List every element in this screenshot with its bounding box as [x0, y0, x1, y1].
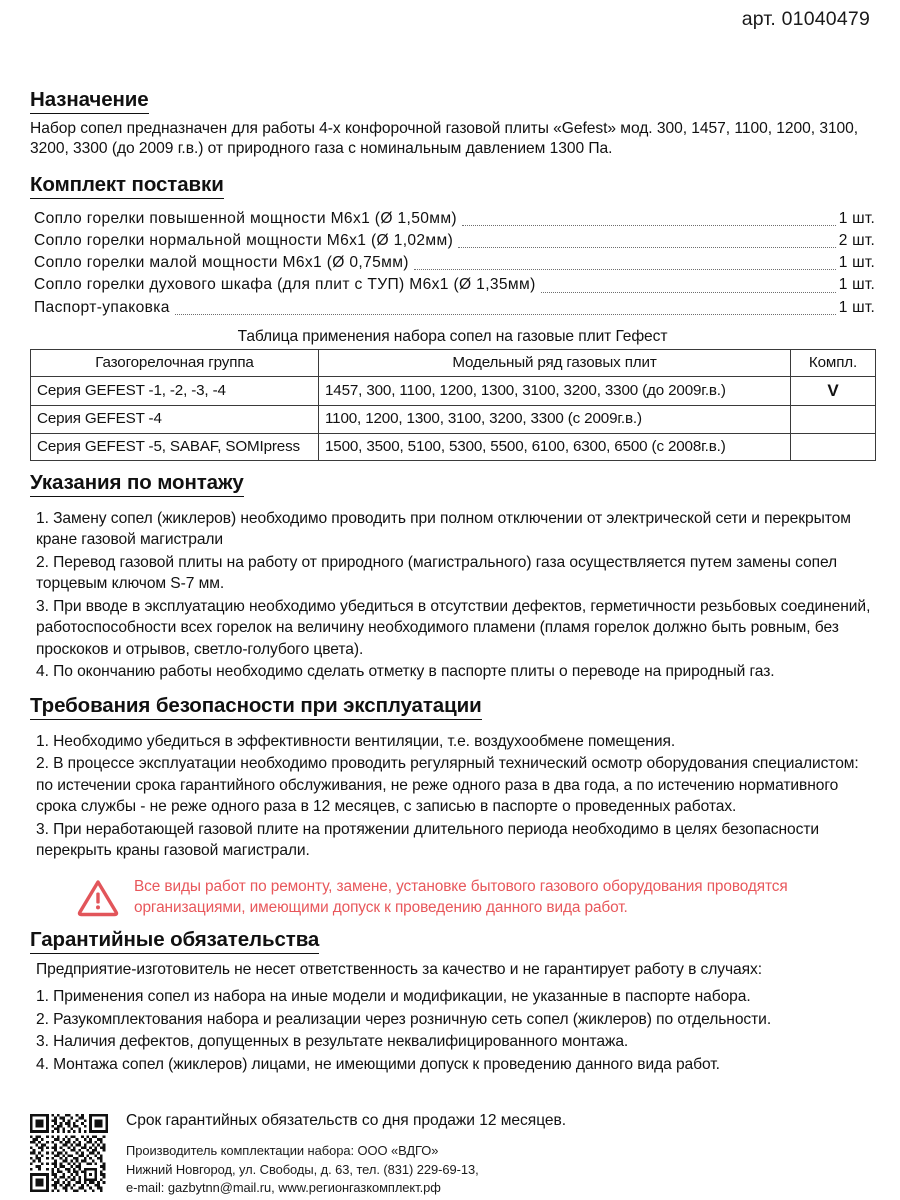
safety-warning-banner: [30, 876, 875, 919]
install-list: [30, 508, 875, 683]
column-header-models: Модельный ряд газовых плит: [319, 349, 791, 376]
cell-kit-mark: V: [791, 377, 876, 406]
list-item: 1. Необходимо убедиться в эффективности вентиляции, т.е. воздухообмене помещения.: [36, 732, 676, 750]
list-item: 3. При вводе в эксплуатацию необходимо убедиться в отсутствии дефектов, герметичности резьбовых соединений, работоспособности всех горелок на величину необходимого пламени (пламя горелок должно быть ровным, без проскоков и отрывов, светло-голубого цвета).: [36, 597, 871, 658]
kit-item-name: Сопло горелки нормальной мощности М6х1 (Ø 1,02мм): [34, 232, 454, 250]
list-item: [30, 252, 875, 274]
cell-group: Серия GEFEST -4: [31, 406, 319, 433]
cell-models: 1100, 1200, 1300, 3100, 3200, 3300 (с 2009г.в.): [319, 406, 791, 433]
kit-item-name: Сопло горелки духового шкафа (для плит с ТУП) М6х1 (Ø 1,35мм): [34, 276, 536, 294]
footer-text-block: [126, 1110, 875, 1198]
list-item: 2. В процессе эксплуатации необходимо проводить регулярный технический осмотр оборудования специалистом: по истечении срока гарантийного обслуживания, не реже одного раза в два года, а по истечению нормативного срока службы - не реже одного раза в 12 месяцев, с записью в паспорте о проведенных работах.: [36, 755, 859, 816]
qr-code-icon: [30, 1114, 108, 1192]
table-header-row: [31, 349, 876, 376]
document-footer: [30, 1110, 875, 1198]
spacer: [30, 159, 875, 173]
warranty-section: [30, 928, 875, 959]
kit-item-qty: 1 шт.: [838, 254, 875, 272]
kit-heading: Комплект поставки: [30, 173, 224, 199]
kit-item-qty: 1 шт.: [838, 276, 875, 294]
list-item: 3. Наличия дефектов, допущенных в результате неквалифицированного монтажа.: [36, 1033, 629, 1051]
dot-leader: [458, 246, 836, 248]
list-item: [30, 208, 875, 230]
list-item: 1. Замену сопел (жиклеров) необходимо проводить при полном отключении от электрической сети и перекрытом кране газовой магистрали: [36, 509, 851, 549]
safety-heading: Требования безопасности при эксплуатации: [30, 694, 482, 720]
purpose-text: Набор сопел предназначен для работы 4-х конфорочной газовой плиты «Gefest» мод. 300, 1457, 1100, 1200, 3100, 3200, 3300 (до 2009 г.в.) от природного газа с номинальным давлением 1300 Па.: [30, 119, 859, 158]
install-section: [30, 471, 875, 502]
spacer: [30, 918, 875, 928]
warning-triangle-icon: [76, 877, 120, 917]
footer-row: [30, 1110, 875, 1198]
safety-section: [30, 694, 875, 725]
purpose-heading: Назначение: [30, 88, 149, 114]
table-row: [31, 406, 876, 433]
kit-section: [30, 173, 875, 204]
table-row: [31, 377, 876, 406]
safety-warning-text: Все виды работ по ремонту, замене, установке бытового газового оборудования проводятся организациями, имеющими допуск к проведению данного вида работ.: [134, 877, 788, 916]
spacer: [30, 684, 875, 694]
kit-list: [30, 208, 875, 319]
list-item: 3. При неработающей газовой плите на протяжении длительного периода необходимо в целях безопасности перекрыть краны газовой магистрали.: [36, 820, 820, 860]
table-caption: Таблица применения набора сопел на газовые плит Гефест: [237, 327, 668, 345]
kit-item-name: Сопло горелки малой мощности М6х1 (Ø 0,75мм): [34, 254, 409, 272]
dot-leader: [541, 291, 836, 293]
cell-group: Серия GEFEST -5, SABAF, SOMIpress: [31, 433, 319, 460]
list-item: [30, 297, 875, 319]
kit-item-qty: 1 шт.: [838, 210, 875, 228]
list-item: 1. Применения сопел из набора на иные модели и модификации, не указанные в паспорте набора.: [36, 988, 751, 1006]
kit-item-qty: 2 шт.: [838, 232, 875, 250]
list-item: 2. Разукомплектования набора и реализации через розничную сеть сопел (жиклеров) по отдельности.: [36, 1010, 772, 1028]
kit-item-name: Паспорт-упаковка: [34, 298, 170, 316]
article-number: арт. 01040479: [741, 8, 870, 30]
maker-line: Производитель комплектации набора: ООО «ВДГО»: [126, 1143, 439, 1158]
application-table: [30, 349, 876, 461]
list-item: 2. Перевод газовой плиты на работу от природного (магистрального) газа осуществляется путем замены сопел торцевым ключом S-7 мм.: [36, 553, 838, 593]
maker-address-line: Нижний Новгород, ул. Свободы, д. 63, тел. (831) 229-69-13,: [126, 1161, 479, 1177]
list-item: [30, 274, 875, 296]
cell-group: Серия GEFEST -1, -2, -3, -4: [31, 377, 319, 406]
table-row: [31, 433, 876, 460]
list-item: [30, 230, 875, 252]
kit-item-qty: 1 шт.: [838, 298, 875, 316]
warranty-list: [30, 986, 875, 1075]
warranty-term: Срок гарантийных обязательств со дня продажи 12 месяцев.: [126, 1112, 567, 1129]
maker-contact-line: e-mail: gazbytnn@mail.ru, www.регионгазкомплект.рф: [126, 1180, 441, 1196]
document-content: [30, 88, 875, 1076]
dot-leader: [462, 224, 836, 226]
cell-kit-mark: [791, 406, 876, 433]
warranty-heading: Гарантийные обязательства: [30, 928, 319, 954]
list-item: 4. Монтажа сопел (жиклеров) лицами, не имеющими допуск к проведению данного вида работ.: [36, 1055, 720, 1073]
install-heading: Указания по монтажу: [30, 471, 244, 497]
list-item: 4. По окончанию работы необходимо сделать отметку в паспорте плиты о переводе на природный газ.: [36, 663, 775, 681]
safety-list: [30, 731, 875, 862]
warranty-intro: Предприятие-изготовитель не несет ответственность за качество и не гарантирует работу в случаях:: [36, 960, 762, 978]
dot-leader: [414, 268, 836, 270]
kit-item-name: Сопло горелки повышенной мощности М6х1 (Ø 1,50мм): [34, 210, 457, 228]
spacer: [30, 461, 875, 471]
cell-models: 1500, 3500, 5100, 5300, 5500, 6100, 6300, 6500 (с 2008г.в.): [319, 433, 791, 460]
cell-models: 1457, 300, 1100, 1200, 1300, 3100, 3200, 3300 (до 2009г.в.): [319, 377, 791, 406]
cell-kit-mark: [791, 433, 876, 460]
dot-leader: [175, 313, 836, 315]
column-header-group: Газогорелочная группа: [31, 349, 319, 376]
purpose-section: [30, 88, 875, 119]
column-header-kit: Компл.: [791, 349, 876, 376]
